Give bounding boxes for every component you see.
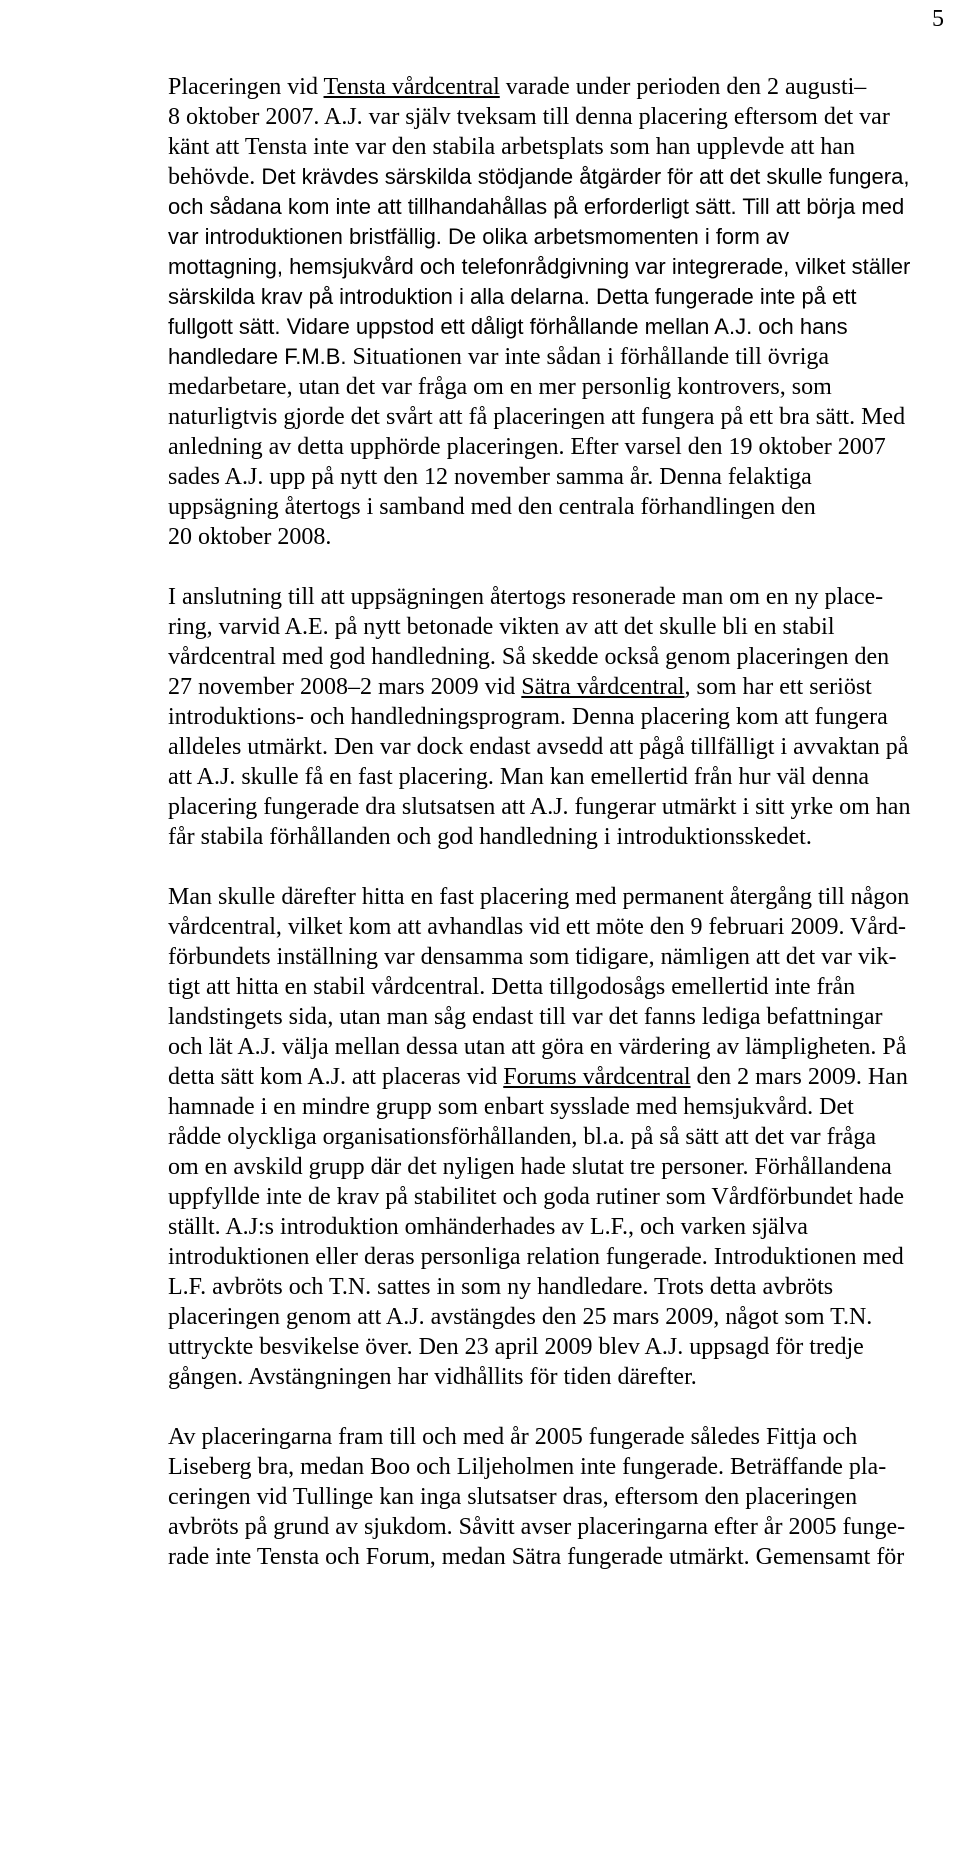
text-segment: gången. Avstängningen har vidhållits för tiden därefter. xyxy=(168,1364,697,1390)
text-line xyxy=(168,762,952,792)
text-line xyxy=(168,642,952,672)
text-segment: L.F. avbröts och T.N. sattes in som ny handledare. Trots detta avbröts xyxy=(168,1274,834,1300)
text-line xyxy=(168,792,952,822)
text-line xyxy=(168,672,952,702)
text-line xyxy=(168,942,952,972)
text-segment: alldeles utmärkt. Den var dock endast avsedd att pågå tillfälligt i avvaktan på xyxy=(168,734,909,760)
text-line xyxy=(168,522,952,552)
text-line xyxy=(168,612,952,642)
text-segment: Av placeringarna fram till och med år 2005 fungerade således Fittja och xyxy=(168,1424,858,1450)
text-segment: sades A.J. upp på nytt den 12 november samma år. Denna felaktiga xyxy=(168,464,812,490)
text-line xyxy=(168,822,952,852)
text-segment: introduktionen eller deras personliga relation fungerade. Introduktionen med xyxy=(168,1244,904,1270)
text-line xyxy=(168,1182,952,1212)
text-segment: , som har ett seriöst xyxy=(684,674,872,700)
text-segment: uppsägning återtogs i samband med den centrala förhandlingen den xyxy=(168,494,816,520)
text-line xyxy=(168,732,952,762)
text-line xyxy=(168,282,952,312)
text-line xyxy=(168,1362,952,1392)
text-segment: placeringen genom att A.J. avstängdes den 25 mars 2009, något som T.N. xyxy=(168,1304,873,1330)
text-segment: 8 oktober 2007. A.J. var själv tveksam till denna placering eftersom det var xyxy=(168,104,890,130)
text-segment: vårdcentral med god handledning. Så skedde också genom placeringen den xyxy=(168,644,890,670)
text-segment: förbundets inställning var densamma som tidigare, nämligen att det var vik- xyxy=(168,944,897,970)
text-line xyxy=(168,1212,952,1242)
text-line xyxy=(168,882,952,912)
text-line xyxy=(168,1332,952,1362)
text-line xyxy=(168,1302,952,1332)
text-line xyxy=(168,702,952,732)
text-segment: placering fungerade dra slutsatsen att A.J. fungerar utmärkt i sitt yrke om han xyxy=(168,794,911,820)
text-segment: den 2 mars 2009. Han xyxy=(690,1064,908,1090)
text-line xyxy=(168,192,952,222)
document-body xyxy=(168,72,952,1572)
text-segment: Placeringen vid xyxy=(168,74,324,100)
text-segment: anledning av detta upphörde placeringen. Efter varsel den 19 oktober 2007 xyxy=(168,434,886,460)
text-line xyxy=(168,1122,952,1152)
paragraph-gap xyxy=(168,552,952,582)
text-segment: handledare F.M.B. xyxy=(168,344,347,369)
underlined-place-name: Sätra vårdcentral xyxy=(521,674,685,700)
text-line xyxy=(168,402,952,432)
text-segment: ceringen vid Tullinge kan inga slutsatser dras, eftersom den placeringen xyxy=(168,1484,858,1510)
text-segment: får stabila förhållanden och god handledning i introduktionsskedet. xyxy=(168,824,812,850)
text-segment: Situationen var inte sådan i förhållande till övriga xyxy=(346,344,830,370)
text-line xyxy=(168,312,952,342)
text-segment: introduktions- och handledningsprogram. Denna placering kom att fungera xyxy=(168,704,888,730)
paragraph xyxy=(168,582,952,852)
text-line xyxy=(168,342,952,372)
paragraph xyxy=(168,1422,952,1572)
text-line xyxy=(168,1482,952,1512)
text-line xyxy=(168,972,952,1002)
text-line xyxy=(168,1272,952,1302)
text-segment: ring, varvid A.E. på nytt betonade vikten av att det skulle bli en stabil xyxy=(168,614,835,640)
text-segment: 20 oktober 2008. xyxy=(168,524,332,550)
text-segment: fullgott sätt. Vidare uppstod ett dåligt förhållande mellan A.J. och hans xyxy=(168,314,848,339)
text-line xyxy=(168,1452,952,1482)
text-segment: medarbetare, utan det var fråga om en mer personlig kontrovers, som xyxy=(168,374,832,400)
text-line xyxy=(168,222,952,252)
text-segment: och lät A.J. välja mellan dessa utan att göra en värdering av lämpligheten. På xyxy=(168,1034,907,1060)
text-segment: känt att Tensta inte var den stabila arbetsplats som han upplevde att han xyxy=(168,134,856,160)
text-segment: vårdcentral, vilket kom att avhandlas vid ett möte den 9 februari 2009. Vård- xyxy=(168,914,906,940)
text-line xyxy=(168,252,952,282)
text-line xyxy=(168,1152,952,1182)
text-segment: varade under perioden den 2 augusti– xyxy=(499,74,867,100)
page-number: 5 xyxy=(932,6,944,32)
text-segment: om en avskild grupp där det nyligen hade slutat tre personer. Förhållandena xyxy=(168,1154,892,1180)
text-segment: uppfyllde inte de krav på stabilitet och goda rutiner som Vårdförbundet hade xyxy=(168,1184,905,1210)
text-segment: Det krävdes särskilda stödjande åtgärder för att det skulle fungera, xyxy=(261,164,910,189)
paragraph-gap xyxy=(168,1392,952,1422)
text-segment: och sådana kom inte att tillhandahållas på erforderligt sätt. Till att börja med xyxy=(168,194,905,219)
text-line xyxy=(168,1032,952,1062)
text-segment: särskilda krav på introduktion i alla delarna. Detta fungerade inte på ett xyxy=(168,284,857,309)
text-line xyxy=(168,1422,952,1452)
text-segment: detta sätt kom A.J. att placeras vid xyxy=(168,1064,504,1090)
text-segment: mottagning, hemsjukvård och telefonrådgivning var integrerade, vilket ställer xyxy=(168,254,911,279)
text-segment: Man skulle därefter hitta en fast placering med permanent återgång till någon xyxy=(168,884,910,910)
text-segment: hamnade i en mindre grupp som enbart sysslade med hemsjukvård. Det xyxy=(168,1094,854,1120)
paragraph xyxy=(168,72,952,552)
underlined-place-name: Tensta vårdcentral xyxy=(323,74,500,100)
text-line xyxy=(168,1512,952,1542)
text-line xyxy=(168,1542,952,1572)
text-segment: ställt. A.J:s introduktion omhänderhades av L.F., och varken själva xyxy=(168,1214,808,1240)
text-line xyxy=(168,162,952,192)
text-segment: 27 november 2008–2 mars 2009 vid xyxy=(168,674,522,700)
text-segment: rådde olyckliga organisationsförhållanden, bl.a. på så sätt att det var fråga xyxy=(168,1124,876,1150)
text-line xyxy=(168,582,952,612)
text-segment: var introduktionen bristfällig. De olika arbetsmomenten i form av xyxy=(168,224,790,249)
text-line xyxy=(168,912,952,942)
underlined-place-name: Forums vårdcentral xyxy=(503,1064,691,1090)
text-line xyxy=(168,132,952,162)
text-line xyxy=(168,102,952,132)
text-line xyxy=(168,1062,952,1092)
text-segment: naturligtvis gjorde det svårt att få placeringen att fungera på ett bra sätt. Med xyxy=(168,404,906,430)
text-segment: rade inte Tensta och Forum, medan Sätra fungerade utmärkt. Gemensamt för xyxy=(168,1544,905,1570)
paragraph xyxy=(168,882,952,1392)
text-segment: behövde. xyxy=(168,164,262,190)
text-line xyxy=(168,462,952,492)
text-line xyxy=(168,1242,952,1272)
text-segment: I anslutning till att uppsägningen återtogs resonerade man om en ny place- xyxy=(168,584,884,610)
text-line xyxy=(168,72,952,102)
text-line xyxy=(168,372,952,402)
text-segment: Liseberg bra, medan Boo och Liljeholmen inte fungerade. Beträffande pla- xyxy=(168,1454,887,1480)
text-segment: tigt att hitta en stabil vårdcentral. Detta tillgodosågs emellertid inte från xyxy=(168,974,856,1000)
text-segment: uttryckte besvikelse över. Den 23 april 2009 blev A.J. uppsagd för tredje xyxy=(168,1334,864,1360)
text-line xyxy=(168,492,952,522)
paragraph-gap xyxy=(168,852,952,882)
text-line xyxy=(168,1002,952,1032)
text-segment: avbröts på grund av sjukdom. Såvitt avser placeringarna efter år 2005 funge- xyxy=(168,1514,906,1540)
text-line xyxy=(168,1092,952,1122)
text-segment: att A.J. skulle få en fast placering. Man kan emellertid från hur väl denna xyxy=(168,764,870,790)
text-line xyxy=(168,432,952,462)
text-segment: landstingets sida, utan man såg endast till var det fanns lediga befattningar xyxy=(168,1004,883,1030)
